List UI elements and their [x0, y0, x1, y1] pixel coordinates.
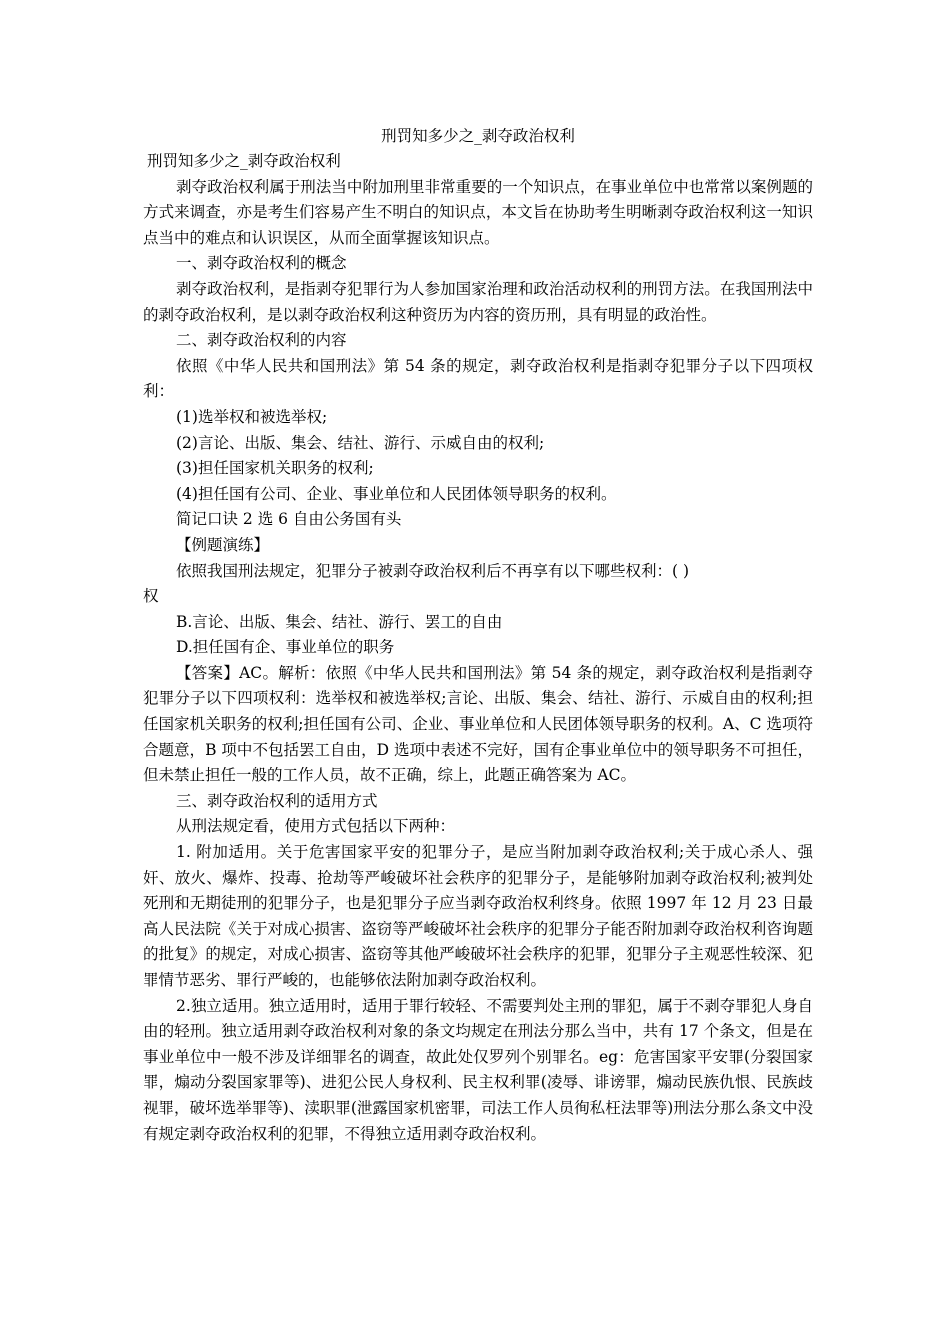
example-option-b: B.言论、出版、集会、结社、游行、罢工的自由 [176, 612, 503, 631]
intro-paragraph: 剥夺政治权利属于刑法当中附加刑里非常重要的一个知识点，在事业单位中也常常以案例题的方式来调查，亦是考生们容易产生不明白的知识点，本文旨在协助考生明晰剥夺政治权利这一知识点当中的难点和认识误区，从而全面掌握该知识点。 [143, 177, 813, 247]
application-intro: 从刑法规定看，使用方式包括以下两种： [176, 817, 456, 836]
answer-paragraph: 【答案】AC。解析：依照《中华人民共和国刑法》第 54 条的规定，剥夺政治权利是指剥夺犯罪分子以下四项权利：选举权和被选举权;言论、出版、集会、结社、游行、示威自由的权利;担任国家机关职务的权利;担任国有公司、企业、事业单位和人民团体领导职务的权利。A、C 选项符合题意，B 项中不包括罢工自由，D 选项中表述不完好，国有企事业单位中的领导职务不可担任，但未禁止担任一般的工作人员，故不正确，综上，此题正确答案为 AC。 [143, 663, 813, 785]
example-option-d: D.担任国有企、事业单位的职务 [176, 638, 395, 657]
section-heading-application: 三、剥夺政治权利的适用方式 [176, 791, 378, 810]
concept-paragraph: 剥夺政治权利，是指剥夺犯罪行为人参加国家治理和政治活动权利的刑罚方法。在我国刑法中的剥夺政治权利，是以剥夺政治权利这种资历为内容的资历刑，具有明显的政治性。 [143, 279, 813, 324]
example-fragment: 权 [143, 587, 159, 606]
list-item-4: (4)担任国有公司、企业、事业单位和人民团体领导职务的权利。 [176, 484, 617, 503]
content-paragraph: 依照《中华人民共和国刑法》第 54 条的规定，剥夺政治权利是指剥夺犯罪分子以下四项权利： [143, 356, 813, 401]
example-heading: 【例题演练】 [176, 535, 270, 554]
list-item-1: (1)选举权和被选举权; [176, 407, 328, 426]
example-question: 依照我国刑法规定，犯罪分子被剥夺政治权利后不再享有以下哪些权利：( ) [176, 561, 690, 580]
list-item-2: (2)言论、出版、集会、结社、游行、示威自由的权利; [176, 433, 545, 452]
mnemonic-line: 简记口诀 2 选 6 自由公务国有头 [176, 510, 402, 529]
section-heading-concept: 一、剥夺政治权利的概念 [176, 254, 347, 273]
list-item-3: (3)担任国家机关职务的权利; [176, 459, 374, 478]
section-heading-content: 二、剥夺政治权利的内容 [176, 331, 347, 350]
document-page [143, 124, 813, 1147]
application-attached: 1. 附加适用。关于危害国家平安的犯罪分子，是应当附加剥夺政治权利;关于成心杀人、强奸、放火、爆炸、投毒、抢劫等严峻破坏社会秩序的犯罪分子，是能够附加剥夺政治权利;被判处死刑和无期徒刑的犯罪分子，也是犯罪分子应当剥夺政治权利终身。依照 1997 年 12 月 23 日最高人民法院《关于对成心损害、盗窃等严峻破坏社会秩序的犯罪分子能否附加剥夺政治权利咨询题的批复》的规定，对成心损害、盗窃等其他严峻破坏社会秩序的犯罪，犯罪分子主观恶性较深、犯罪情节恶劣、罪行严峻的，也能够依法附加剥夺政治权利。 [143, 843, 813, 989]
document-subtitle: 刑罚知多少之_剥夺政治权利 [147, 152, 341, 170]
application-independent: 2.独立适用。独立适用时，适用于罪行较轻、不需要判处主刑的罪犯，属于不剥夺罪犯人身自由的轻刑。独立适用剥夺政治权利对象的条文均规定在刑法分那么当中，共有 17 个条文，但是在事业单位中一般不涉及详细罪名的调查，故此处仅罗列个别罪名。eg：危害国家平安罪(分裂国家罪，煽动分裂国家罪等)、进犯公民人身权利、民主权利罪(凌辱、诽谤罪，煽动民族仇恨、民族歧视罪，破坏选举罪等)、渎职罪(泄露国家机密罪，司法工作人员徇私枉法罪等)刑法分那么条文中没有规定剥夺政治权利的犯罪，不得独立适用剥夺政治权利。 [143, 996, 813, 1143]
document-title: 刑罚知多少之_剥夺政治权利 [381, 127, 575, 145]
